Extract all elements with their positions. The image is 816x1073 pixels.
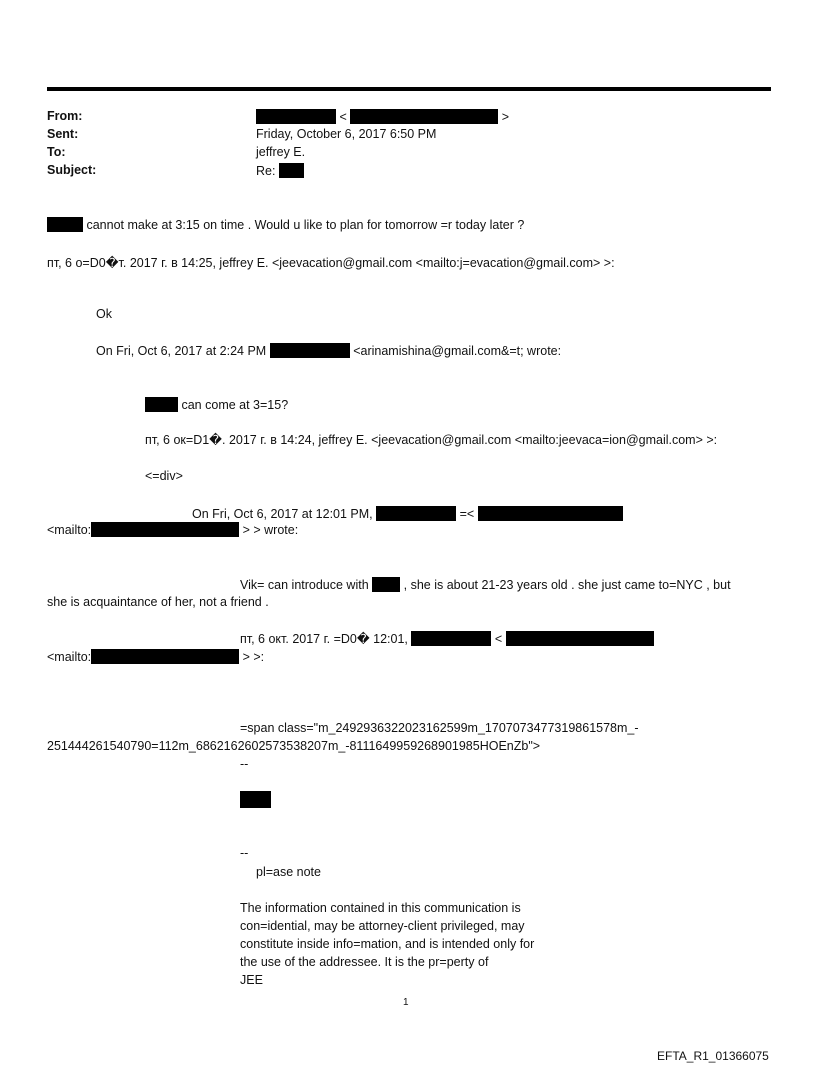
quote-header-2 [96,343,561,359]
reply-ok: Ok [96,307,112,321]
header-rule [47,87,771,91]
quote-header-2-date: On Fri, Oct 6, 2017 at 2:24 PM [96,344,267,358]
mailto-prefix: <mailto: [47,523,92,537]
please-note: pl=ase note [256,865,321,879]
redaction-block [350,109,498,124]
div-tag: <=div> [145,469,183,483]
redaction-block [91,649,239,664]
quote-header-5-date: пт, 6 окт. 2017 г. =D0� 12:01, [240,632,408,646]
signature-dash-1: -- [240,757,249,771]
disclaimer-line-2: con=idential, may be attorney-client privileged, may [240,919,525,933]
body-line-9: she is acquaintance of her, not a friend . [47,595,269,609]
quote-header-4 [192,506,623,522]
from-gt: > [501,110,510,124]
mailto-suffix: > > wrote: [242,523,299,537]
to-value: jeffrey E. [256,145,306,159]
sent-label: Sent: [47,127,79,141]
subject-value [256,163,304,179]
from-value [256,109,509,125]
body-line-8-end: , she is about 21-23 years old . she just came to=NYC , but [403,578,731,592]
signature-dash-2: -- [240,846,249,860]
redaction-block [279,163,304,178]
quote-header-5 [240,631,654,647]
redaction-block [91,522,239,537]
span-line-2: 251444261540790=112m_6862162602573538207m_-8111649959268901985HOEnZb"> [47,739,541,753]
disclaimer-line-4: the use of the addressee. It is the pr=perty of [240,955,489,969]
span-line-1: =span class="m_2492936322023162599m_1707073477319861578m_- [240,721,639,735]
redaction-block [256,109,336,124]
redaction-block [411,631,491,646]
body-line-8 [240,577,731,593]
mailto-line-2 [47,649,264,665]
subject-label: Subject: [47,163,97,177]
redaction-block [145,397,178,412]
body-line-8-start: Vik= can introduce with [240,578,369,592]
page-number: 1 [403,997,409,1008]
mailto-prefix: <mailto: [47,650,92,664]
mailto-line-1 [47,522,298,538]
signature-redaction [240,791,271,809]
body-line-1-text: cannot make at 3:15 on time . Would u like to plan for tomorrow =r today later ? [86,218,525,232]
from-lt: < [339,110,347,124]
quote-header-2-email: <arinamishina@gmail.com&=t; wrote: [353,344,562,358]
redaction-block [478,506,623,521]
to-label: To: [47,145,66,159]
disclaimer-line-5: JEE [240,973,263,987]
redaction-block [506,631,654,646]
body-line-4-text: can come at 3=15? [181,398,289,412]
body-line-1 [47,217,524,233]
sent-value: Friday, October 6, 2017 6:50 PM [256,127,437,141]
redaction-block [240,791,271,808]
redaction-block [270,343,350,358]
quote-header-1: пт, 6 о=D0�т. 2017 г. в 14:25, jeffrey E. <jeevacation@gmail.com <mailto:j=evacation@gmail.com> >: [47,256,615,270]
redaction-block [47,217,83,232]
body-line-4 [145,397,288,413]
from-label: From: [47,109,83,123]
disclaimer-line-1: The information contained in this communication is [240,901,521,915]
document-id: EFTA_R1_01366075 [657,1049,769,1063]
quote-header-4-date: On Fri, Oct 6, 2017 at 12:01 PM, [192,507,373,521]
subject-text: Re: [256,164,276,178]
quote-header-5-lt: < [494,632,503,646]
redaction-block [372,577,400,592]
disclaimer-line-3: constitute inside info=mation, and is intended only for [240,937,535,951]
redaction-block [376,506,456,521]
mailto-suffix: > >: [242,650,265,664]
quote-header-3: пт, 6 ок=D1�. 2017 г. в 14:24, jeffrey E. <jeevacation@gmail.com <mailto:jeevaca=ion@gmail.com> >: [145,433,718,447]
quote-header-4-lt: =< [459,507,475,521]
